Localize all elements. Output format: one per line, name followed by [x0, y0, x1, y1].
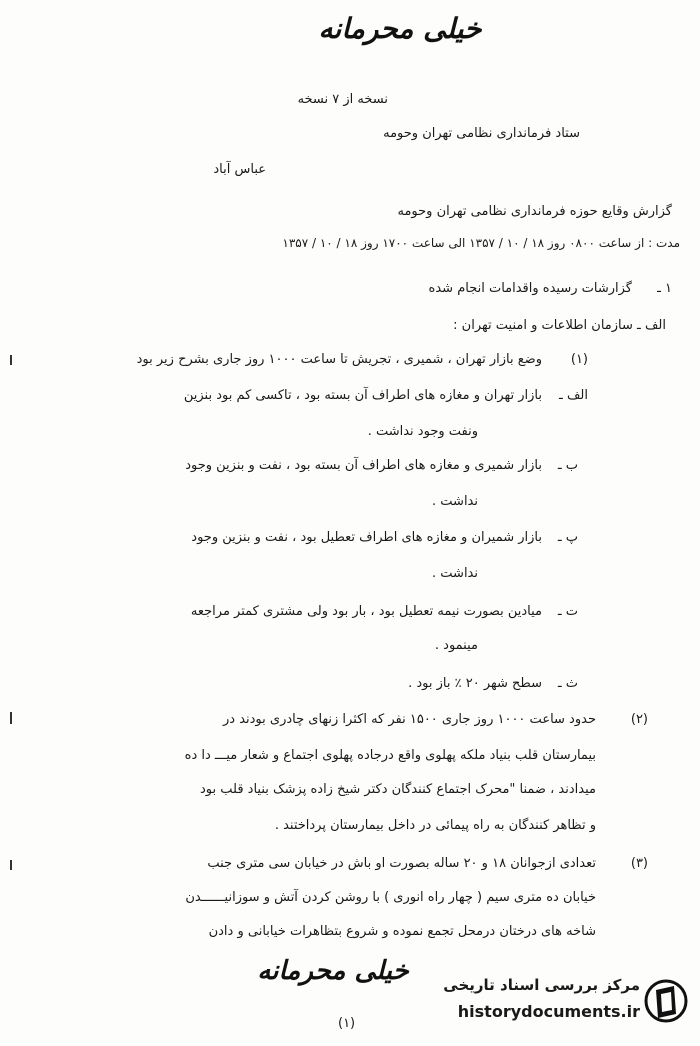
report-period: مدت : از ساعت ۰۸۰۰ روز ۱۸ / ۱۰ / ۱۳۵۷ الی ساعت ۱۷۰۰ روز ۱۸ / ۱۰ / ۱۳۵۷: [282, 236, 680, 250]
recipient-line: ستاد فرمانداری نظامی تهران وحومه: [383, 126, 580, 141]
item-text-line: مینمود .: [434, 638, 478, 653]
item-text-line: نداشت .: [432, 494, 478, 509]
margin-mark: [10, 860, 12, 870]
item-number: ث ـ: [557, 676, 578, 691]
logo-url: historydocuments.ir: [457, 1002, 640, 1021]
section-title: گزارشات رسیده واقدامات انجام شده: [428, 281, 632, 296]
item-text-line: بازار شمیری و مغازه های اطراف آن بسته بود ، نفت و بنزین وجود: [185, 458, 542, 473]
logo-title: مرکز بررسی اسناد تاریخی: [443, 976, 640, 994]
item-number: ت ـ: [557, 604, 578, 619]
item-text-line: بازار تهران و مغازه های اطراف آن بسته بود ، تاکسی کم بود بنزین: [183, 388, 542, 403]
page-number: (۱): [338, 1016, 356, 1031]
document-archive-icon: [644, 976, 688, 1026]
archive-logo: [443, 970, 692, 1034]
item-number: ب ـ: [557, 458, 578, 473]
item-number: (۱): [570, 352, 588, 367]
section-number: ۱ ـ: [657, 281, 672, 296]
report-title: گزارش وقایع حوزه فرمانداری نظامی تهران وحومه: [397, 204, 672, 219]
margin-mark: [10, 712, 12, 724]
copy-number-line: نسخه از ٧ نسخه: [297, 92, 388, 107]
item-number: الف ـ: [559, 388, 588, 403]
item-text-line: نداشت .: [432, 566, 478, 581]
item-text-line: وضع بازار تهران ، شمیری ، تجریش تا ساعت ۱۰۰۰ روز جاری بشرح زیر بود: [136, 352, 542, 367]
item-text-line: بیمارستان قلب بنیاد ملکه پهلوی واقع درجاده پهلوی اجتماع و شعار میـــ دا ده: [184, 748, 596, 763]
item-text-line: بازار شمیران و مغازه های اطراف تعطیل بود ، نفت و بنزین وجود: [191, 530, 542, 545]
item-number: (۳): [630, 856, 648, 871]
item-text-line: میادین بصورت نیمه تعطیل بود ، بار بود ولی مشتری کمتر مراجعه: [190, 604, 542, 619]
item-text-line: ونفت وجود نداشت .: [367, 424, 478, 439]
item-text-line: و تظاهر کنندگان به راه پیمائی در داخل بیمارستان پرداختند .: [274, 818, 596, 833]
item-text-line: خیابان ده متری سیم ( چهار راه انوری ) با روشن کردن آتش و سوزانیــــــدن: [185, 890, 596, 905]
item-text-line: شاخه های درختان درمحل تجمع نموده و شروع بتظاهرات خیابانی و دادن: [208, 924, 596, 939]
item-text-line: سطح شهر ۲۰ ٪ باز بود .: [408, 676, 542, 691]
classification-stamp-bottom: خیلی محرمانه: [257, 956, 409, 986]
item-text-line: میدادند ، ضمنا "محرک اجتماع کنندگان دکتر شیخ زاده پزشک بنیاد قلب بود: [200, 782, 596, 797]
subsection-title: الف ـ سازمان اطلاعات و امنیت تهران :: [453, 318, 666, 333]
margin-mark: [10, 355, 12, 365]
location-line: عباس آباد: [213, 162, 266, 177]
item-number: پ ـ: [557, 530, 578, 545]
classification-stamp-top: خیلی محرمانه: [318, 12, 482, 45]
item-text-line: تعدادی ازجوانان ۱۸ و ۲۰ ساله بصورت او باش در خیابان سی متری جنب: [207, 856, 596, 871]
item-number: (۲): [630, 712, 648, 727]
item-text-line: حدود ساعت ۱۰۰۰ روز جاری ۱۵۰۰ نفر که اکثرا زنهای چادری بودند در: [223, 712, 596, 727]
